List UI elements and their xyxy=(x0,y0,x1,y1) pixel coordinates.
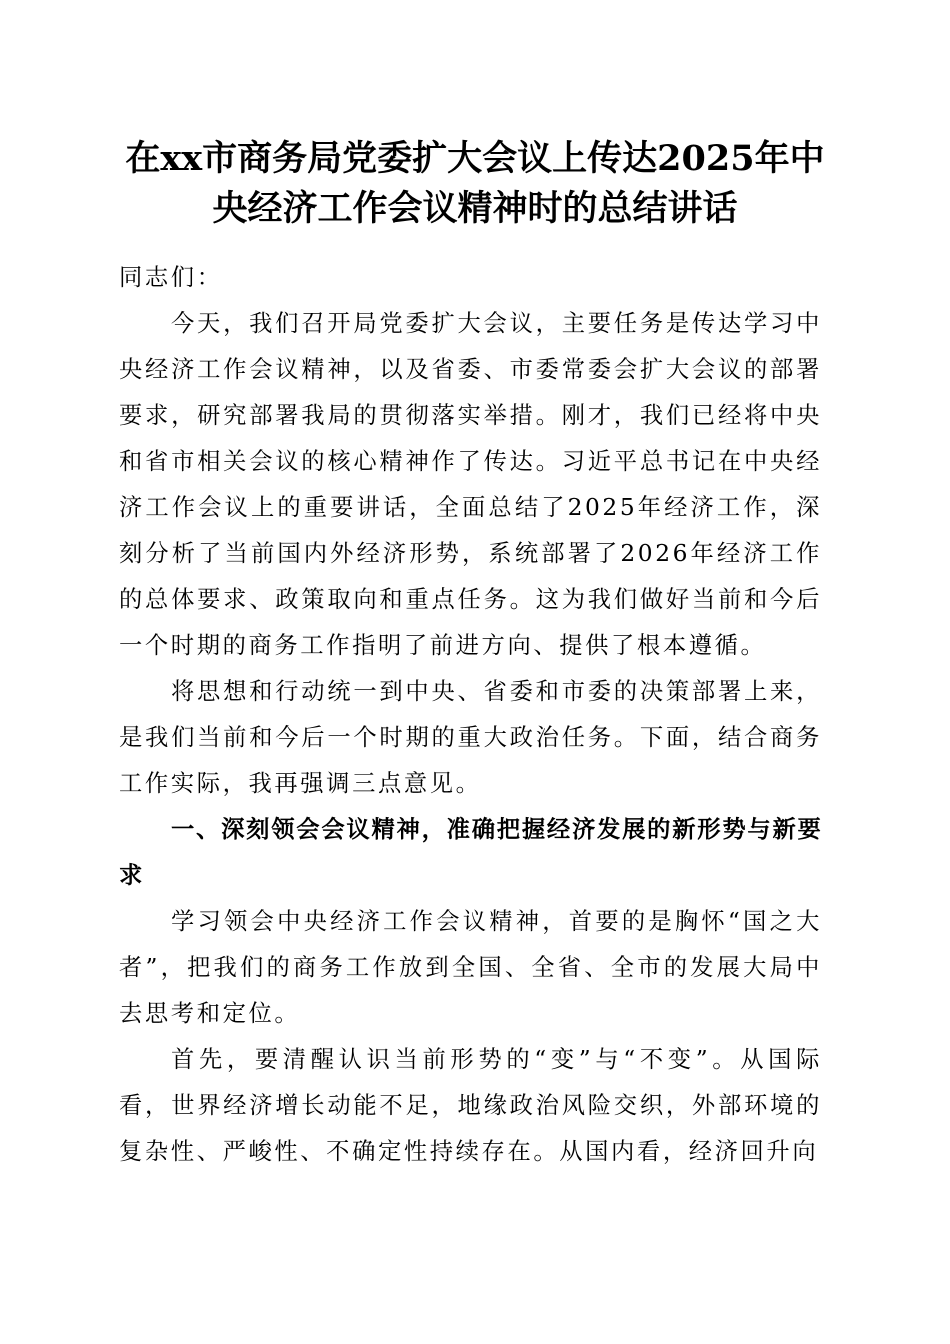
section-1-paragraph: 学习领会中央经济工作会议精神，首要的是胸怀“国之大者”，把我们的商务工作放到全国、全省、全市的发展大局中去思考和定位。 xyxy=(119,908,822,1027)
paragraph-opening: 今天，我们召开局党委扩大会议，主要任务是传达学习中央经济工作会议精神，以及省委、市委常委会扩大会议的部署要求，研究部署我局的贯彻落实举措。刚才，我们已经将中央和省市相关会议的核心精神作了传达。习近平总书记在中央经济工作会议上的重要讲话，全面总结了2025年经济工作，深刻分析了当前国内外经济形势，系统部署了2026年经济工作的总体要求、政策取向和重点任务。这为我们做好当前和今后一个时期的商务工作指明了前进方向、提供了根本遵循。 xyxy=(119,310,822,659)
paragraph-transition: 将思想和行动统一到中央、省委和市委的决策部署上来，是我们当前和今后一个时期的重大政治任务。下面，结合商务工作实际，我再强调三点意见。 xyxy=(119,678,822,797)
salutation: 同志们： xyxy=(119,264,223,291)
section-heading-1: 一、深刻领会会议精神，准确把握经济发展的新形势与新要求 xyxy=(119,816,822,889)
section-1-paragraph: 首先，要清醒认识当前形势的“变”与“不变”。从国际看，世界经济增长动能不足，地缘政治风险交织，外部环境的复杂性、严峻性、不确定性持续存在。从国内看，经济回升向 xyxy=(119,1046,822,1165)
document-title: 在xx市商务局党委扩大会议上传达2025年中央经济工作会议精神时的总结讲话 xyxy=(125,138,825,229)
document-body xyxy=(119,255,822,1175)
